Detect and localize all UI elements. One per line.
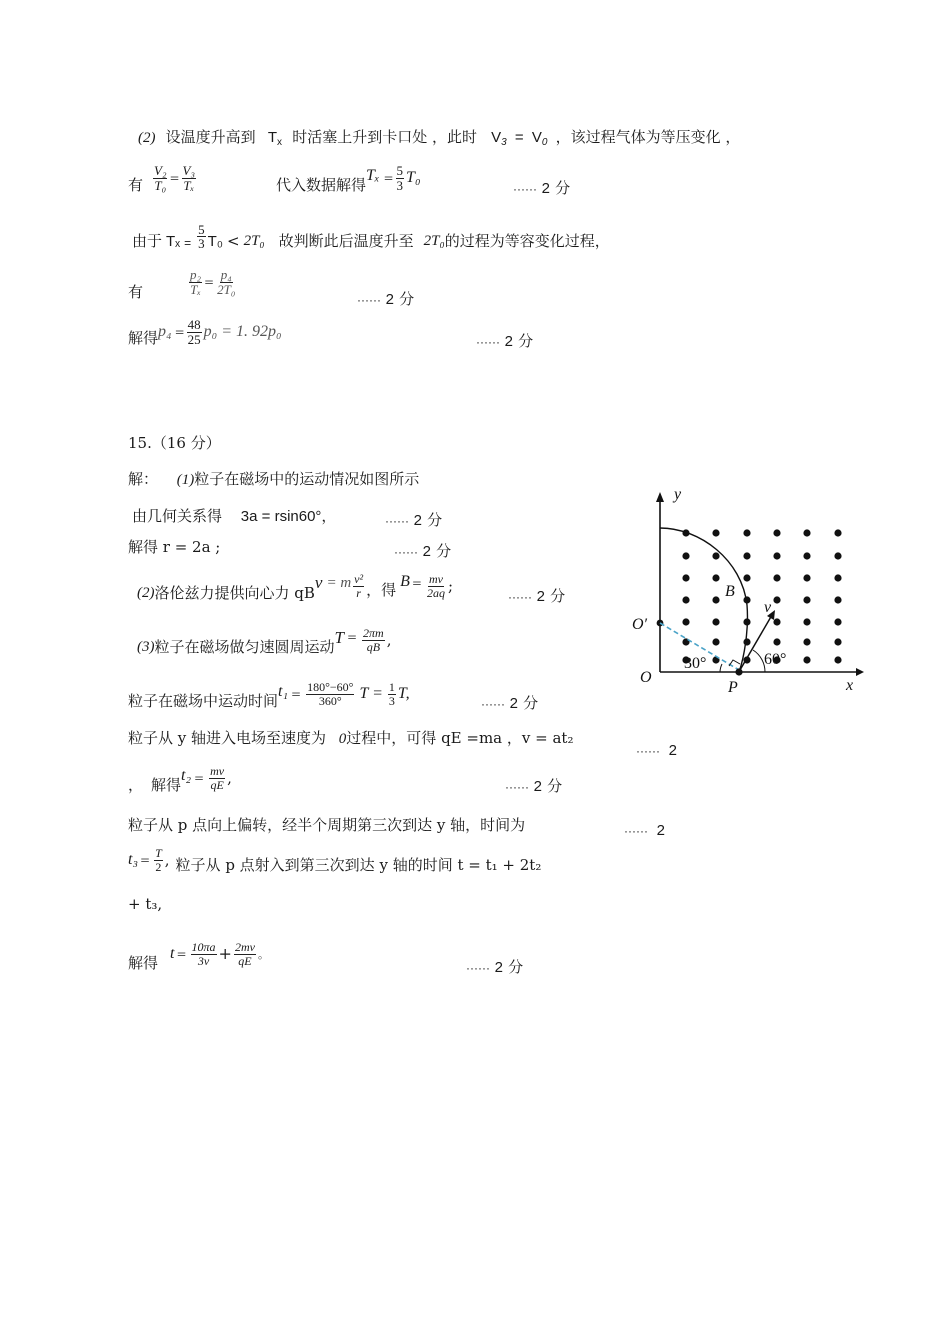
fraction: $\frac{mv}{qE}$	[210, 763, 225, 792]
fraction: $\frac{10\pi a}{3v}$	[191, 939, 216, 968]
score-mark: ······ 2 分	[394, 543, 452, 560]
center-label: O′	[632, 616, 648, 633]
gas-line-5: 解得 p₄ = $\frac{48}{25}$ p₀ = 1. 92p₀	[128, 316, 282, 347]
fraction: $\frac{48}{25}$	[187, 316, 201, 347]
score-mark: ······ 2 分	[505, 778, 563, 795]
lorentz-line: (2) 洛伦兹力提供向心力 qB v = m $\frac{\text{v²}}{r}$ ，得 B = $\frac{mv}{2aq}$ ;	[137, 571, 454, 602]
t3-line-b: t₃ = $\frac{T}{2}$ , 粒子从 p 点射入到第三次到达 y 轴的时间 t = t₁ + 2t₂	[128, 845, 542, 874]
part-label: (2)	[138, 130, 156, 146]
field-label: B	[725, 583, 735, 600]
t2-line-a: 粒子从 y 轴进入电场至速度为 0过程中，可得 qE =ma ，v = at₂	[128, 729, 574, 747]
solve-line: 解： (1)粒子在磁场中的运动情况如图所示	[128, 470, 420, 488]
score-mark: ······ 2 分	[476, 333, 534, 350]
period-line: (3) 粒子在磁场做匀速圆周运动 T = $\frac{2\pi m}{qB}$ ,	[137, 625, 392, 656]
problem-header: 15.（16 分）	[128, 434, 221, 452]
score-mark: ······ 2 分	[466, 959, 524, 976]
t3-line-c: + t₃,	[128, 895, 163, 913]
t1-line: 粒子在磁场中运动时间 t₁ = $\frac{180^\circ-60^\circ}{360^\circ}$ T = $\frac{1}{3}$ T,	[128, 679, 410, 710]
fraction: $\frac{\text{p₂}}{\text{Tₓ}}$	[190, 266, 202, 297]
score-mark: ······ 2 分	[357, 291, 415, 308]
gas-line-4: 有 $\frac{\text{p₂}}{\text{Tₓ}}$ = $\frac{\text{p₄}}{\text{2T₀}}$	[128, 266, 236, 301]
t2-line-b: ， 解得 t₂ = $\frac{mv}{qE}$ ,	[128, 763, 232, 794]
fraction: $\frac{5}{3}$	[396, 162, 404, 193]
velocity-label: v	[764, 599, 772, 616]
y-axis-label: y	[674, 486, 682, 503]
score-mark: ······ 2 分	[513, 180, 571, 197]
fraction: $\frac{\text{v²}}{r}$	[354, 571, 364, 600]
gas-line-2: 有 $\frac{\text{V₂}}{\text{T₀}}$ = $\frac{\text{V₃}}{\text{Tₓ}}$ 代入数据解得 Tₓ = $\frac{5}{3}$ T₀	[128, 162, 421, 194]
point-p-label: P	[728, 679, 738, 696]
fraction: $\frac{1}{3}$	[388, 679, 395, 708]
score-mark: ······ 2 分	[508, 588, 566, 605]
fraction: $\frac{180^\circ-60^\circ}{360^\circ}$	[307, 679, 354, 708]
field-dots	[682, 529, 841, 663]
radius-line: 解得 r = 2a ;	[128, 538, 221, 556]
angle-30-label: 30°	[684, 655, 707, 672]
x-axis-label: x	[846, 677, 854, 694]
magnetic-field-diagram	[620, 480, 870, 700]
score-mark: ······ 2	[636, 742, 678, 759]
trajectory-arc	[660, 528, 747, 672]
fraction: $\frac{2\pi m}{qB}$	[363, 625, 384, 654]
y-axis-arrow-icon	[656, 492, 664, 502]
fraction: $\frac{5}{3}$	[198, 221, 205, 252]
angle-60-label: 60°	[764, 651, 787, 668]
fraction: $\frac{\text{V₃}}{\text{Tₓ}}$	[182, 162, 196, 193]
point-p	[735, 668, 742, 675]
x-axis-arrow-icon	[856, 668, 864, 676]
fraction: $\frac{2mv}{qE}$	[234, 939, 255, 968]
t3-line-a: 粒子从 p 点向上偏转，经半个周期第三次到达 y 轴，时间为	[128, 816, 526, 834]
angle-arc-30	[720, 664, 722, 672]
fraction: $\frac{T}{2}$	[155, 845, 162, 874]
fraction: $\frac{\text{V₂}}{\text{T₀}}$	[154, 162, 167, 193]
score-mark: ······ 2 分	[385, 512, 443, 529]
score-mark: ······ 2 分	[481, 695, 539, 712]
origin-label: O	[640, 669, 652, 686]
gas-line-3: 由于 Tₓ = $\frac{5}{3}$ T₀ < 2T₀ 故判断此后温度升至 2T₀ 的过程为等容变化过程，	[132, 221, 610, 252]
fraction: $\frac{\text{p₄}}{\text{2T₀}}$	[217, 266, 236, 297]
geo-line: 由几何关系得 3a = rsin60°，	[132, 507, 337, 525]
gas-line-1: (2) 设温度升高到 $T_x$ 时活塞上升到卡口处 ，此时 $V_3 = V_0$ ，该过程气体为等压变化 ，	[138, 128, 741, 148]
score-mark: ······ 2	[624, 822, 666, 839]
final-line: 解得 t = $\frac{10\pi a}{3v}$ + $\frac{2mv}{qE}$ 。	[128, 939, 269, 972]
fraction: $\frac{mv}{2aq}$	[426, 571, 445, 600]
